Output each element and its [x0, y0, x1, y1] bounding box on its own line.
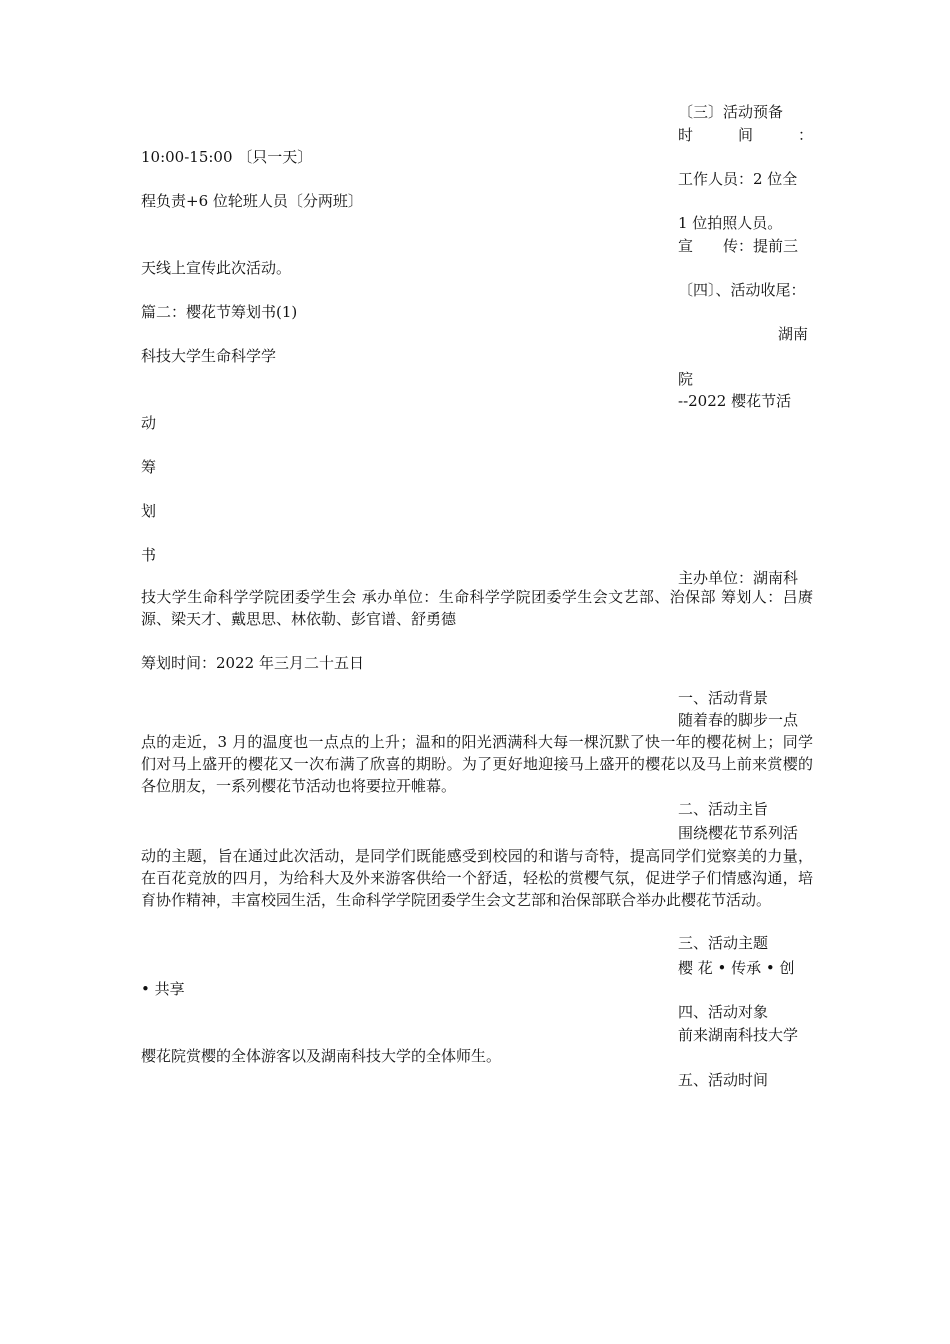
staff-line-1: 工作人员：2 位全 — [678, 170, 798, 188]
section-heading-audience: 四、活动对象 — [678, 1003, 769, 1021]
section-heading-preparation: 〔三〕活动预备 — [678, 103, 784, 121]
section-heading-background: 一、活动背景 — [678, 689, 769, 707]
section-heading-theme: 三、活动主题 — [678, 934, 769, 952]
time-label-colon: ： — [797, 126, 813, 144]
org-name-part-2: 科技大学生命科学学 — [141, 347, 277, 365]
time-label-char-1: 时 — [678, 126, 694, 144]
plan-title-part-1: --2022 樱花节活 — [678, 392, 792, 410]
time-label-char-2: 间 — [737, 126, 753, 144]
time-label-row — [678, 124, 813, 146]
purpose-paragraph: 动的主题，旨在通过此次活动，是同学们既能感受到校园的和谐与奇特，提高同学们觉察美的力量，在百花竞放的四月，为给科大及外来游客供给一个舒适，轻松的赏樱气氛，促进学子们情感沟通，培育协作精神，丰富校园生活，生命科学学院团委学生会文艺部和治保部联合举办此樱花节活动。 — [141, 847, 813, 909]
photographer-line: 1 位拍照人员。 — [678, 214, 783, 232]
host-line: 主办单位：湖南科 — [678, 569, 799, 587]
section-heading-closing: 〔四〕、活动收尾： — [678, 281, 806, 299]
promotion-line-1 — [678, 235, 798, 257]
promotion-line-2: 天线上宣传此次活动。 — [141, 259, 292, 277]
plan-title-char-1: 动 — [141, 414, 157, 432]
background-line-1: 随着春的脚步一点 — [678, 711, 799, 729]
background-paragraph: 点的走近，3 月的温度也一点点的上升；温和的阳光洒满科大每一棵沉默了快一年的樱花树上；同学们对马上盛开的樱花又一次布满了欣喜的期盼。为了更好地迎接马上盛开的樱花以及马上前来赏樱的各位朋友，一系列樱花节活动也将要拉开帷幕。 — [141, 733, 813, 795]
time-value: 10:00-15:00 〔只一天〕 — [141, 148, 313, 166]
audience-line-2: 樱花院赏樱的全体游客以及湖南科技大学的全体师生。 — [141, 1047, 502, 1065]
promotion-text: 传：提前三 — [723, 237, 799, 255]
promotion-label-char: 宣 — [678, 237, 694, 255]
article-title: 篇二：樱花节筹划书(1) — [141, 303, 298, 321]
theme-line-1: 樱 花 • 传承 • 创 — [678, 959, 795, 977]
plan-title-char-2: 筹 — [141, 458, 157, 476]
staff-line-2: 程负责+6 位轮班人员〔分两班〕 — [141, 192, 363, 210]
section-heading-purpose: 二、活动主旨 — [678, 800, 769, 818]
section-heading-time: 五、活动时间 — [678, 1071, 769, 1089]
plan-date: 筹划时间：2022 年三月二十五日 — [141, 654, 364, 672]
org-name-part-1: 湖南 — [778, 325, 809, 343]
org-name-part-3: 院 — [678, 370, 694, 388]
organizers-paragraph: 技大学生命科学学院团委学生会 承办单位：生命科学学院团委学生会文艺部、治保部 筹划人：吕赓源、梁天才、戴思思、林依勒、彭官谱、舒勇德 — [141, 588, 813, 628]
audience-line-1: 前来湖南科技大学 — [678, 1026, 799, 1044]
plan-title-char-4: 书 — [141, 546, 157, 564]
purpose-line-1: 围绕樱花节系列活 — [678, 824, 799, 842]
theme-line-2: • 共享 — [141, 980, 185, 998]
plan-title-char-3: 划 — [141, 502, 157, 520]
